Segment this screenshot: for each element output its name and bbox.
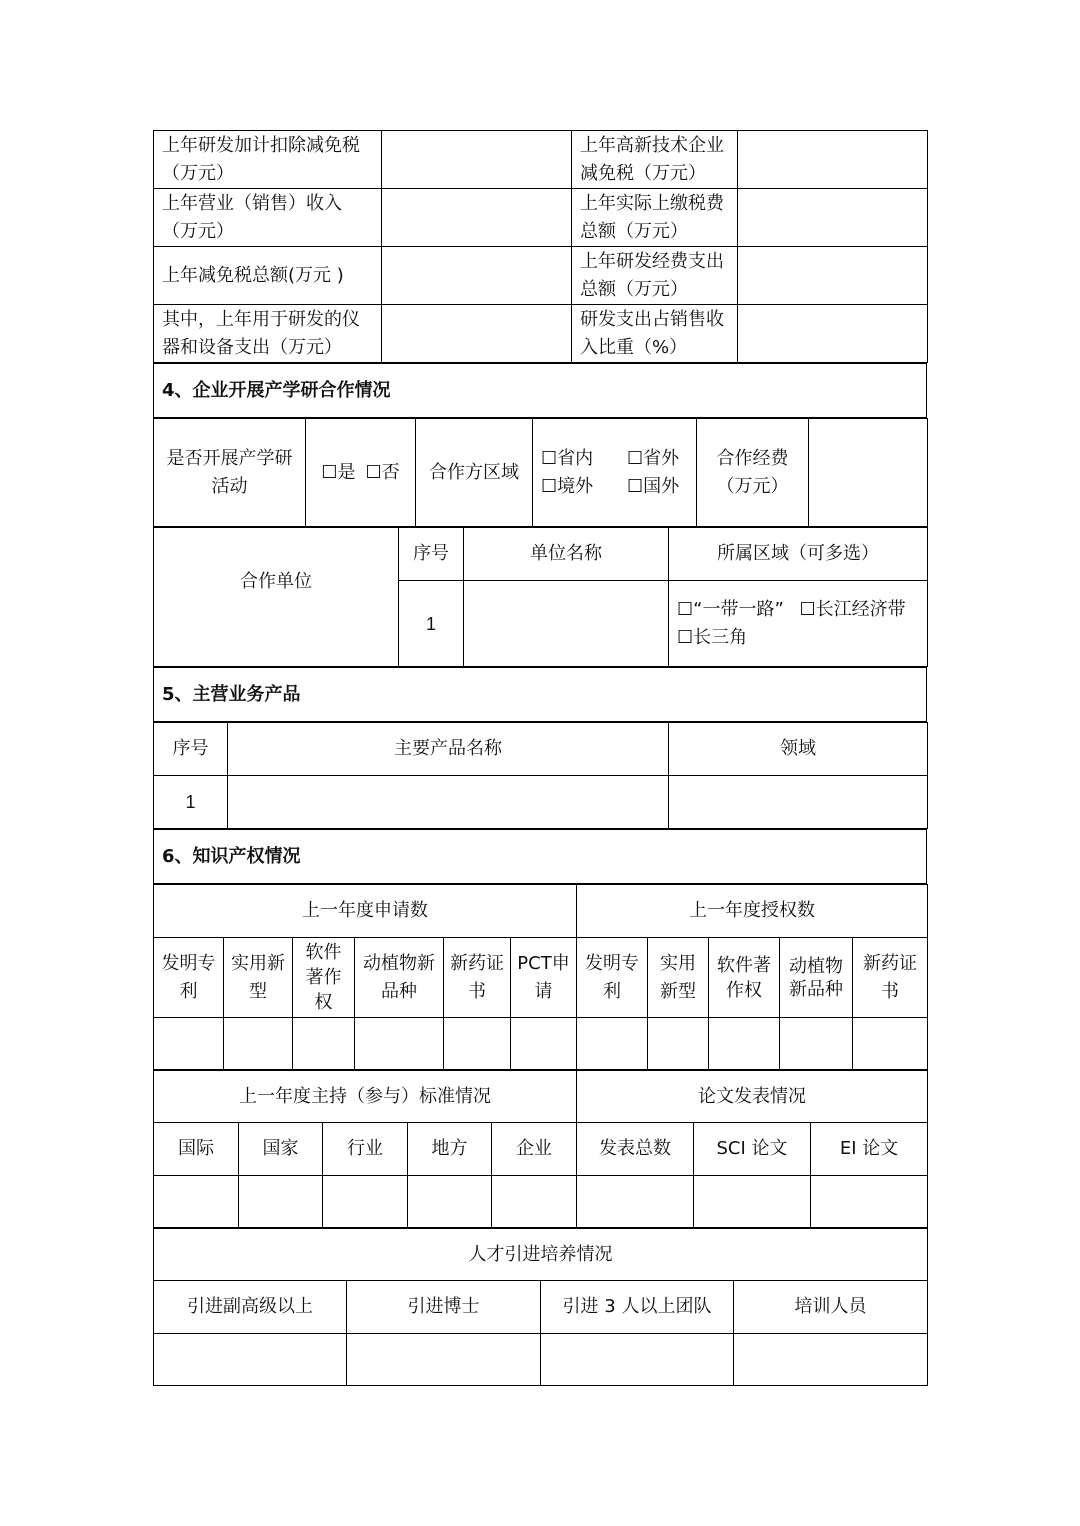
talent-col-header: 引进博士 — [347, 1281, 541, 1334]
apply-header: 上一年度申请数 — [154, 885, 577, 938]
talent-table — [153, 1228, 928, 1386]
area-option-checkbox[interactable]: ☐长江经济带 — [799, 598, 906, 620]
region-option-checkbox[interactable]: ☐国外 — [627, 475, 680, 497]
ip-count-input[interactable] — [355, 1018, 444, 1070]
grant-col-header: 软件著作权 — [709, 938, 780, 1018]
ip-count-input[interactable] — [780, 1018, 853, 1070]
ip-count-table — [153, 884, 928, 1070]
area-options — [669, 581, 928, 667]
col-header-area: 所属区域（可多选） — [669, 528, 928, 581]
ip-count-input[interactable] — [709, 1018, 780, 1070]
ip-count-input[interactable] — [444, 1018, 511, 1070]
section-title: 5、主营业务产品 — [154, 668, 927, 722]
finance-value-input[interactable] — [738, 247, 928, 305]
finance-value-input[interactable] — [738, 131, 928, 189]
finance-row — [154, 305, 928, 363]
standard-count-input[interactable] — [239, 1176, 323, 1228]
finance-value-input[interactable] — [738, 189, 928, 247]
standard-count-input[interactable] — [408, 1176, 492, 1228]
finance-label: 上年研发经费支出总额（万元） — [572, 247, 738, 305]
finance-value-input[interactable] — [382, 189, 572, 247]
no-checkbox[interactable]: ☐否 — [365, 461, 400, 483]
finance-value-input[interactable] — [382, 247, 572, 305]
finance-label: 上年营业（销售）收入（万元） — [154, 189, 382, 247]
area-option-checkbox[interactable]: ☐“一带一路” — [677, 598, 784, 620]
region-label: 合作方区域 — [416, 419, 533, 527]
talent-count-input[interactable] — [154, 1334, 347, 1386]
paper-col-header: EI 论文 — [811, 1123, 928, 1176]
ip-count-input[interactable] — [293, 1018, 355, 1070]
standard-count-input[interactable] — [492, 1176, 577, 1228]
finance-row — [154, 247, 928, 305]
finance-label: 上年高新技术企业减免税（万元） — [572, 131, 738, 189]
apply-col-header: 发明专利 — [154, 938, 224, 1018]
unit-name-input[interactable] — [464, 581, 669, 667]
paper-col-header: SCI 论文 — [694, 1123, 811, 1176]
coop-unit-table — [153, 527, 928, 667]
finance-label: 上年研发加计扣除减免税（万元） — [154, 131, 382, 189]
finance-label: 其中，上年用于研发的仪器和设备支出（万元） — [154, 305, 382, 363]
standard-count-input[interactable] — [154, 1176, 239, 1228]
form-page — [153, 130, 927, 1386]
grant-header: 上一年度授权数 — [577, 885, 928, 938]
row-seq: 1 — [154, 776, 228, 829]
finance-label: 上年减免税总额(万元 ) — [154, 247, 382, 305]
apply-col-header: 软件著作权 — [293, 938, 355, 1018]
ip-count-input[interactable] — [224, 1018, 293, 1070]
section-title: 6、知识产权情况 — [154, 830, 927, 884]
ip-section-title — [153, 829, 927, 884]
region-option-checkbox[interactable]: ☐境外 — [541, 475, 594, 497]
grant-col-header: 发明专利 — [577, 938, 648, 1018]
paper-count-input[interactable] — [811, 1176, 928, 1228]
talent-col-header: 引进 3 人以上团队 — [541, 1281, 734, 1334]
talent-count-input[interactable] — [734, 1334, 928, 1386]
grant-col-header: 动植物新品种 — [780, 938, 853, 1018]
finance-value-input[interactable] — [738, 305, 928, 363]
row-seq: 1 — [399, 581, 464, 667]
apply-col-header: 新药证书 — [444, 938, 511, 1018]
region-option-checkbox[interactable]: ☐省外 — [627, 447, 680, 469]
standard-col-header: 行业 — [323, 1123, 408, 1176]
standard-col-header: 国家 — [239, 1123, 323, 1176]
apply-col-header: 实用新型 — [224, 938, 293, 1018]
talent-count-input[interactable] — [347, 1334, 541, 1386]
finance-row — [154, 131, 928, 189]
talent-col-header: 培训人员 — [734, 1281, 928, 1334]
finance-table — [153, 130, 928, 363]
finance-row — [154, 189, 928, 247]
talent-col-header: 引进副高级以上 — [154, 1281, 347, 1334]
col-header-field: 领域 — [669, 723, 928, 776]
ip-count-input[interactable] — [511, 1018, 577, 1070]
apply-col-header: PCT申请 — [511, 938, 577, 1018]
col-header-seq: 序号 — [399, 528, 464, 581]
standard-paper-table — [153, 1070, 928, 1228]
paper-col-header: 发表总数 — [577, 1123, 694, 1176]
standard-col-header: 国际 — [154, 1123, 239, 1176]
coop-activity-table — [153, 418, 928, 527]
finance-value-input[interactable] — [382, 131, 572, 189]
region-options — [533, 419, 697, 527]
paper-count-input[interactable] — [694, 1176, 811, 1228]
finance-label: 上年实际上缴税费总额（万元） — [572, 189, 738, 247]
coop-section-title — [153, 363, 927, 418]
activity-choice — [306, 419, 416, 527]
apply-col-header: 动植物新品种 — [355, 938, 444, 1018]
standard-col-header: 企业 — [492, 1123, 577, 1176]
section-title: 4、企业开展产学研合作情况 — [154, 364, 927, 418]
paper-header: 论文发表情况 — [577, 1071, 928, 1123]
col-header-name: 单位名称 — [464, 528, 669, 581]
grant-col-header: 新药证书 — [853, 938, 928, 1018]
product-name-input[interactable] — [228, 776, 669, 829]
products-section-title — [153, 667, 927, 722]
ip-count-input[interactable] — [577, 1018, 648, 1070]
talent-count-input[interactable] — [541, 1334, 734, 1386]
standard-col-header: 地方 — [408, 1123, 492, 1176]
finance-label: 研发支出占销售收入比重（%） — [572, 305, 738, 363]
ip-count-input[interactable] — [853, 1018, 928, 1070]
talent-header: 人才引进培养情况 — [154, 1229, 928, 1281]
paper-count-input[interactable] — [577, 1176, 694, 1228]
region-option-checkbox[interactable]: ☐省内 — [541, 447, 594, 469]
products-table — [153, 722, 928, 829]
yes-checkbox[interactable]: ☐是 — [321, 461, 356, 483]
standard-header: 上一年度主持（参与）标准情况 — [154, 1071, 577, 1123]
standard-count-input[interactable] — [323, 1176, 408, 1228]
finance-value-input[interactable] — [382, 305, 572, 363]
grant-col-header: 实用新型 — [648, 938, 709, 1018]
ip-count-input[interactable] — [648, 1018, 709, 1070]
unit-label: 合作单位 — [154, 528, 399, 667]
area-option-checkbox[interactable]: ☐长三角 — [677, 626, 748, 648]
field-input[interactable] — [669, 776, 928, 829]
ip-count-input[interactable] — [154, 1018, 224, 1070]
fee-input[interactable] — [809, 419, 928, 527]
col-header-product-name: 主要产品名称 — [228, 723, 669, 776]
activity-label: 是否开展产学研活动 — [154, 419, 306, 527]
fee-label: 合作经费（万元） — [697, 419, 809, 527]
col-header-seq: 序号 — [154, 723, 228, 776]
